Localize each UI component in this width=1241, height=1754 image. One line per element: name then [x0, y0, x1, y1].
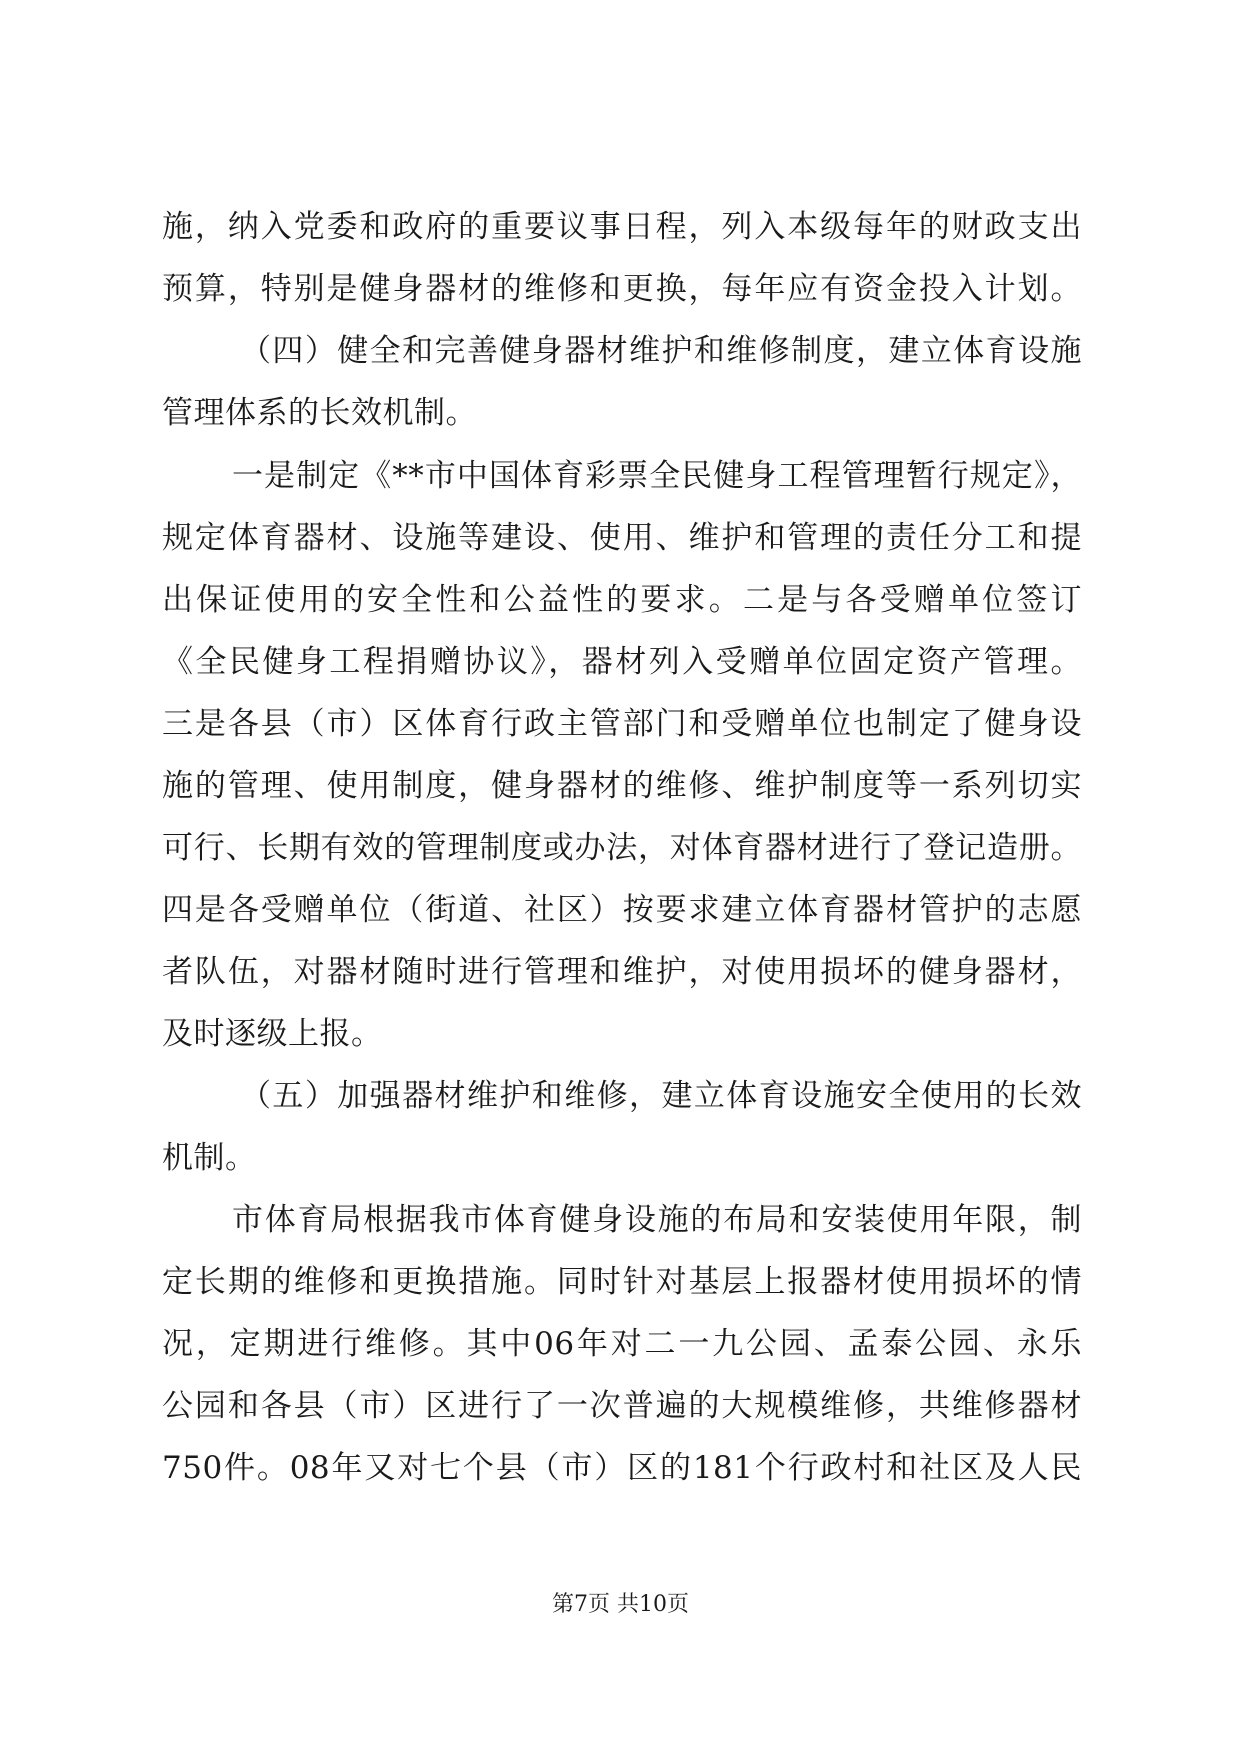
- text-line: 出保证使用的安全性和公益性的要求。二是与各受赠单位签订: [162, 582, 1082, 618]
- section-heading-5: （五）加强器材维护和维修，建立体育设施安全使用的长效: [240, 1078, 1082, 1114]
- text-line: 者队伍，对器材随时进行管理和维护，对使用损坏的健身器材，: [162, 954, 1082, 990]
- text-line: 及时逐级上报。: [162, 1016, 383, 1052]
- text-line: 况，定期进行维修。其中06年对二一九公园、孟泰公园、永乐: [162, 1326, 1082, 1362]
- text-line: 市体育局根据我市体育健身设施的布局和安装使用年限，制: [232, 1202, 1082, 1238]
- text-line: 750件。08年又对七个县（市）区的181个行政村和社区及人民: [162, 1450, 1082, 1486]
- text-line: 四是各受赠单位（街道、社区）按要求建立体育器材管护的志愿: [162, 892, 1082, 928]
- page-footer: 第7页 共10页: [552, 1592, 689, 1617]
- text-line: 预算，特别是健身器材的维修和更换，每年应有资金投入计划。: [162, 271, 1082, 307]
- section-heading-4: （四）健全和完善健身器材维护和维修制度，建立体育设施: [240, 333, 1082, 369]
- text-line: 规定体育器材、设施等建设、使用、维护和管理的责任分工和提: [162, 520, 1082, 556]
- text-line: 施，纳入党委和政府的重要议事日程，列入本级每年的财政支出: [162, 209, 1082, 245]
- text-line: 可行、长期有效的管理制度或办法，对体育器材进行了登记造册。: [162, 830, 1082, 866]
- text-line: 一是制定《**市中国体育彩票全民健身工程管理暂行规定》，: [232, 458, 1082, 494]
- section-heading-5-cont: 机制。: [162, 1140, 257, 1176]
- text-line: 施的管理、使用制度，健身器材的维修、维护制度等一系列切实: [162, 768, 1082, 804]
- section-heading-4-cont: 管理体系的长效机制。: [162, 395, 477, 431]
- text-line: 公园和各县（市）区进行了一次普遍的大规模维修，共维修器材: [162, 1388, 1082, 1424]
- text-line: 《全民健身工程捐赠协议》，器材列入受赠单位固定资产管理。: [162, 644, 1082, 680]
- text-line: 三是各县（市）区体育行政主管部门和受赠单位也制定了健身设: [162, 706, 1082, 742]
- text-line: 定长期的维修和更换措施。同时针对基层上报器材使用损坏的情: [162, 1264, 1082, 1300]
